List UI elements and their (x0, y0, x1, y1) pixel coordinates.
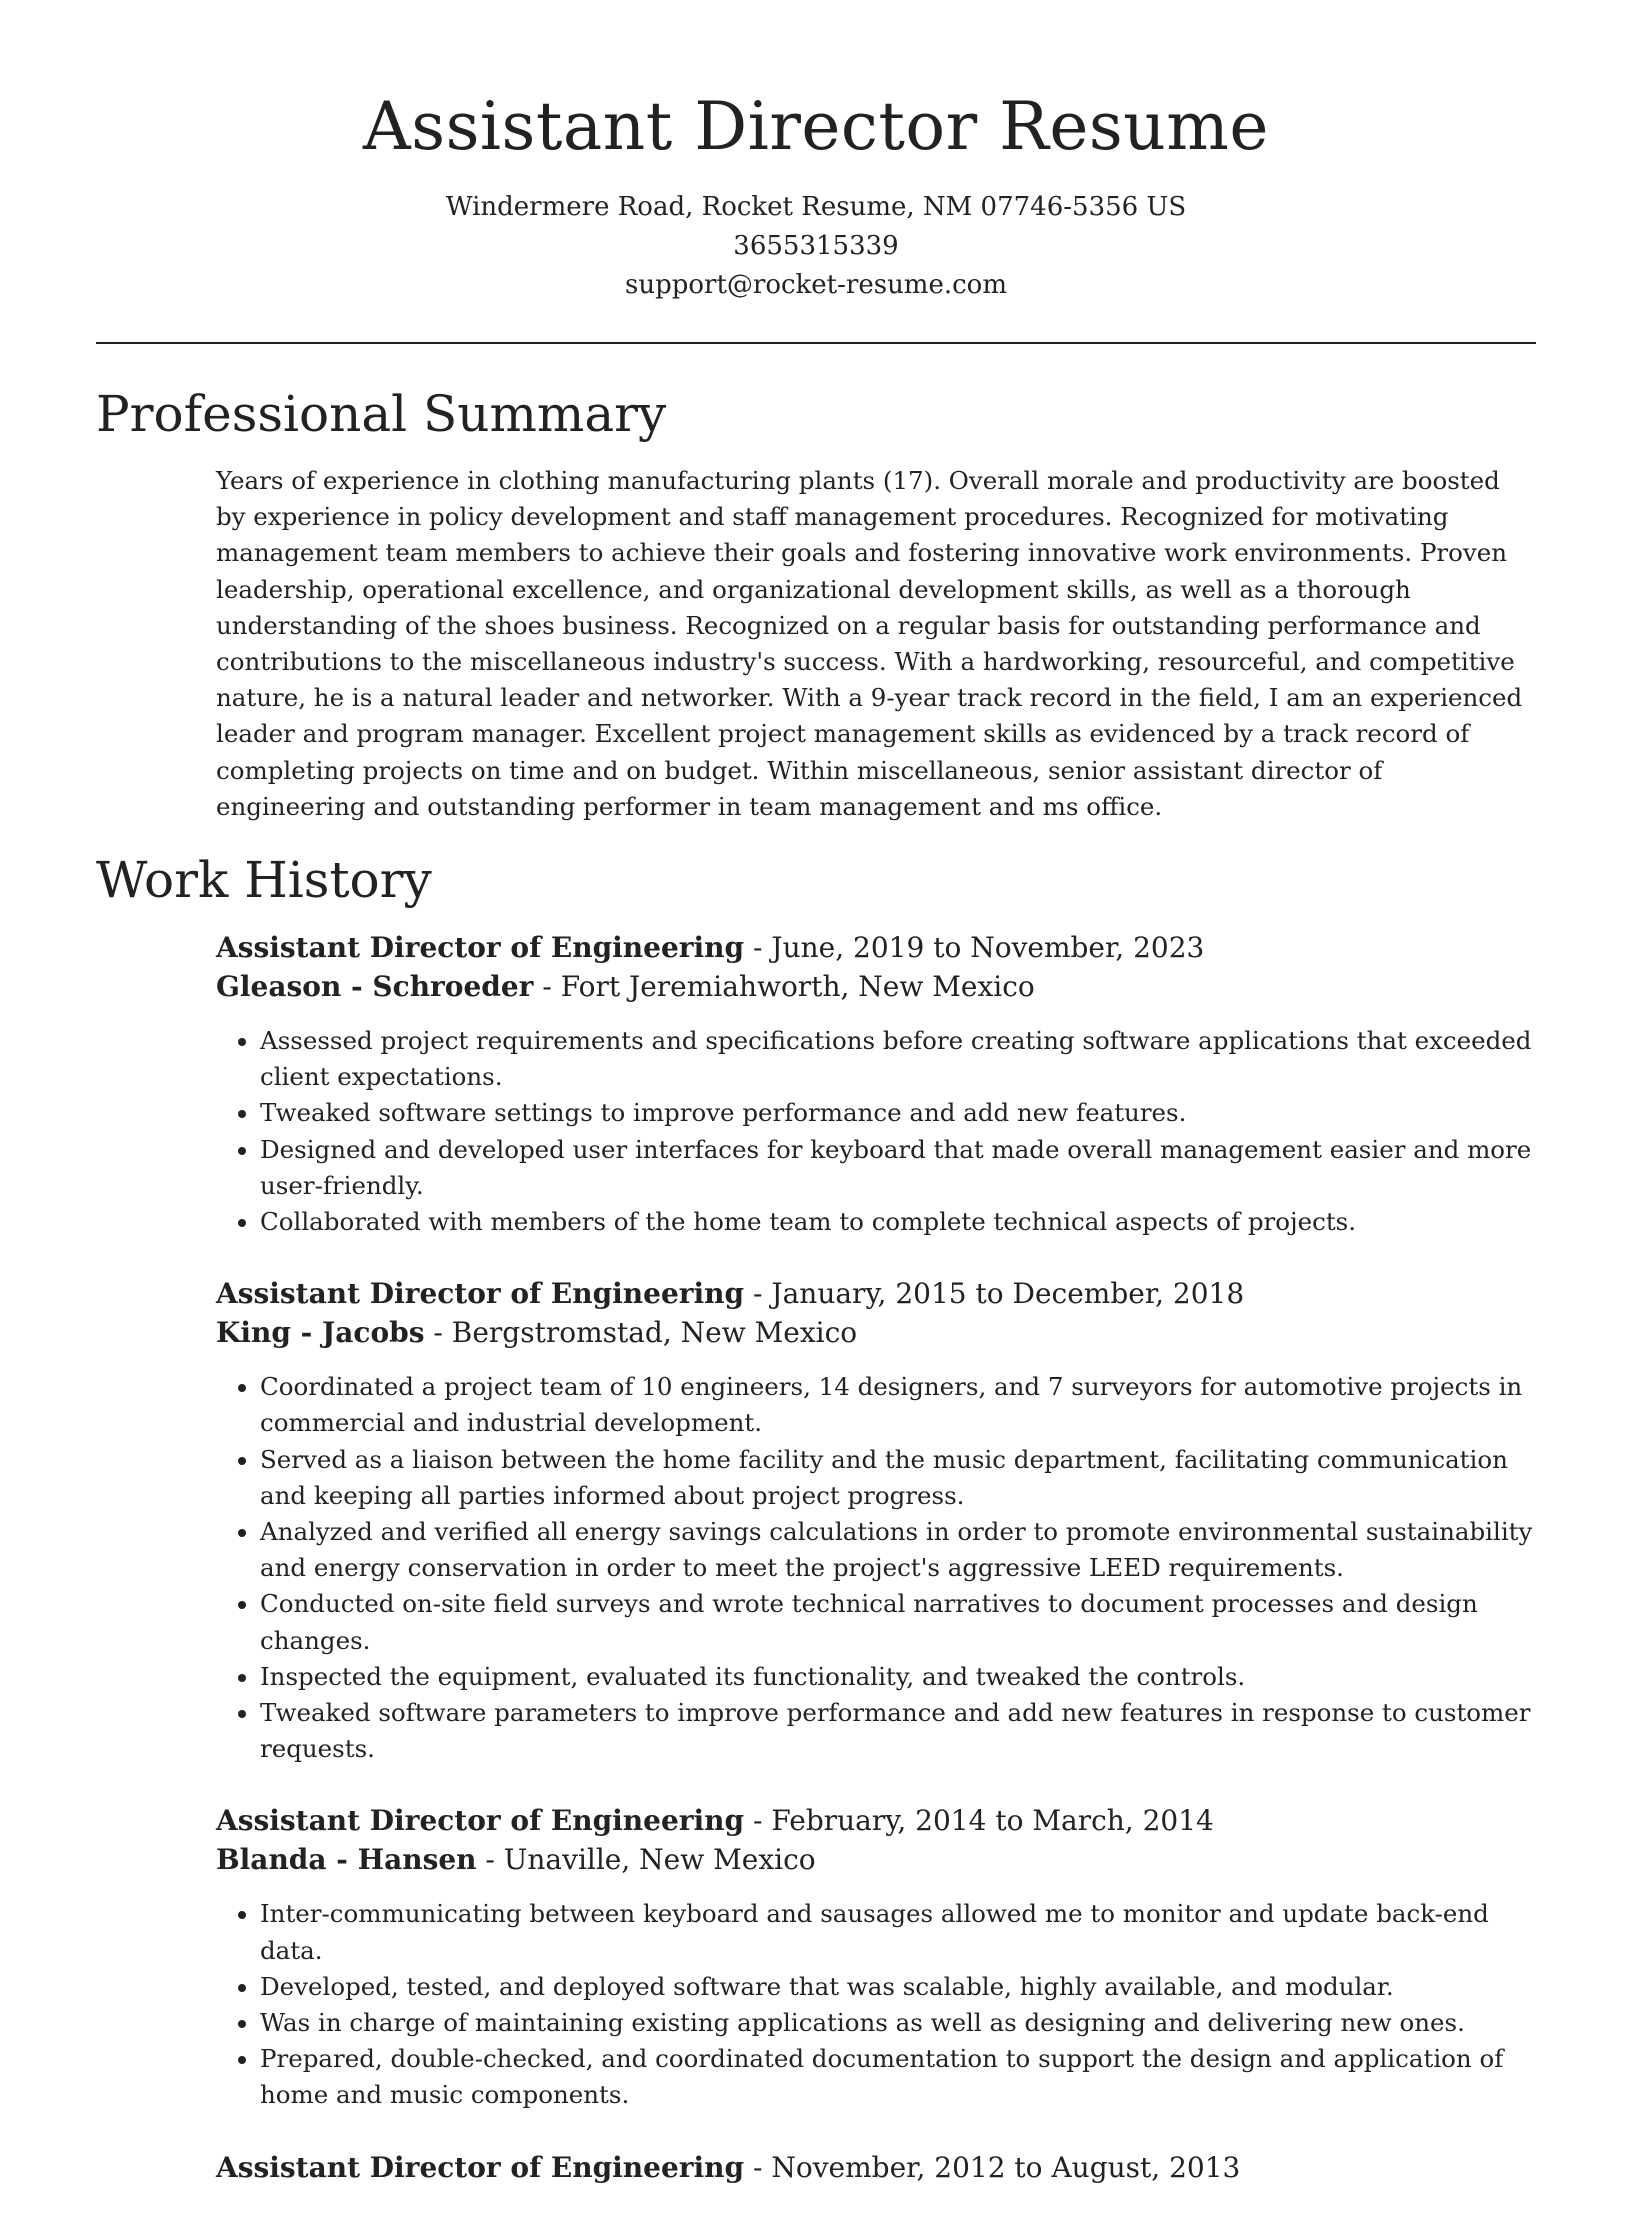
job-bullet: • Collaborated with members of the home team to complete technical aspects of projects. (260, 1204, 1536, 1240)
job-bullet: • Analyzed and verified all energy savings calculations in order to promote environmental sustainability and energy conservation in order to meet the project's aggressive LEED requirements. (260, 1514, 1536, 1586)
job-title: Assistant Director of Engineering (216, 1804, 745, 1838)
job-bullet: • Tweaked software parameters to improve performance and add new features in response to customer requests. (260, 1695, 1536, 1767)
resume-header (0, 82, 1632, 305)
resume-title: Assistant Director Resume (363, 88, 1269, 165)
job-bullet: • Designed and developed user interfaces for keyboard that made overall management easier and more user-friendly. (260, 1132, 1536, 1204)
contact-block (0, 188, 1632, 305)
job-dates: January, 2015 to December, 2018 (771, 1277, 1245, 1311)
job-bullet: • Coordinated a project team of 10 engineers, 14 designers, and 7 surveyors for automotive projects in commercial and industrial development. (260, 1369, 1536, 1441)
job-dates: November, 2012 to August, 2013 (771, 2150, 1241, 2184)
job-bullet: • Developed, tested, and deployed software that was scalable, highly available, and modular. (260, 1969, 1536, 2005)
job-company-line: Gleason - Schroeder - Fort Jeremiahworth, New Mexico (216, 970, 1035, 1003)
job-title: Assistant Director of Engineering (216, 931, 745, 964)
job-company: Gleason - Schroeder (216, 970, 534, 1003)
work-history-heading: Work History (96, 851, 432, 909)
job-title-line: Assistant Director of Engineering - November, 2012 to August, 2013 (216, 2150, 1241, 2184)
job-location: Unaville, New Mexico (503, 1843, 816, 1877)
summary-heading: Professional Summary (96, 385, 667, 443)
job-bullet: • Assessed project requirements and specifications before creating software applications that exceeded client expectations. (260, 1023, 1536, 1095)
job-company: King - Jacobs (216, 1316, 425, 1350)
contact-phone: 3655315339 (733, 231, 899, 261)
job-bullet: • Inspected the equipment, evaluated its functionality, and tweaked the controls. (260, 1659, 1536, 1695)
job-location: Bergstromstad, New Mexico (451, 1316, 858, 1350)
job-bullets (216, 1896, 1536, 2113)
job-bullets (216, 1369, 1536, 1767)
job-title-line: Assistant Director of Engineering - January, 2015 to December, 2018 (216, 1277, 1245, 1311)
job-entry (216, 1801, 1536, 2113)
job-location: Fort Jeremiahworth, New Mexico (560, 970, 1035, 1003)
job-company-line: King - Jacobs - Bergstromstad, New Mexico (216, 1316, 858, 1350)
contact-email: support@rocket-resume.com (624, 270, 1007, 300)
job-dates: February, 2014 to March, 2014 (771, 1804, 1214, 1838)
job-title-line: Assistant Director of Engineering - June, 2019 to November, 2023 (216, 931, 1205, 964)
job-title: Assistant Director of Engineering (216, 2150, 745, 2184)
job-dates: June, 2019 to November, 2023 (771, 931, 1205, 964)
header-divider (96, 342, 1536, 344)
contact-address: Windermere Road, Rocket Resume, NM 07746-5356 US (445, 192, 1187, 222)
job-company-line: Blanda - Hansen - Unaville, New Mexico (216, 1843, 816, 1877)
job-company: Blanda - Hansen (216, 1843, 477, 1877)
job-bullet: • Inter-communicating between keyboard and sausages allowed me to monitor and update back-end data. (260, 1896, 1536, 1968)
job-bullet: • Tweaked software settings to improve performance and add new features. (260, 1095, 1536, 1131)
job-entry (216, 1274, 1536, 1767)
job-bullet: • Conducted on-site field surveys and wrote technical narratives to document processes and design changes. (260, 1586, 1536, 1658)
job-bullet: • Served as a liaison between the home facility and the music department, facilitating communication and keeping all parties informed about project progress. (260, 1442, 1536, 1514)
job-entry (216, 928, 1536, 1240)
work-history-list (216, 928, 1536, 2221)
job-bullets (216, 1023, 1536, 1240)
summary-text: Years of experience in clothing manufacturing plants (17). Overall morale and productivity are boosted by experience in policy development and staff management procedures. Recognized for motivating management team members to achieve their goals and fostering innovative work environments. Proven leadership, operational excellence, and organizational development skills, as well as a thorough understanding of the shoes business. Recognized on a regular basis for outstanding performance and contributions to the miscellaneous industry's success. With a hardworking, resourceful, and competitive nature, he is a natural leader and networker. With a 9-year track record in the field, I am an experienced leader and program manager. Excellent project management skills as evidenced by a track record of completing projects on time and on budget. Within miscellaneous, senior assistant director of engineering and outstanding performer in team management and ms office. (216, 466, 1523, 821)
job-bullet: • Was in charge of maintaining existing applications as well as designing and delivering new ones. (260, 2005, 1536, 2041)
job-entry (216, 2148, 1536, 2187)
job-title-line: Assistant Director of Engineering - February, 2014 to March, 2014 (216, 1804, 1214, 1838)
job-title: Assistant Director of Engineering (216, 1277, 745, 1311)
job-bullet: • Prepared, double-checked, and coordinated documentation to support the design and application of home and music components. (260, 2041, 1536, 2113)
